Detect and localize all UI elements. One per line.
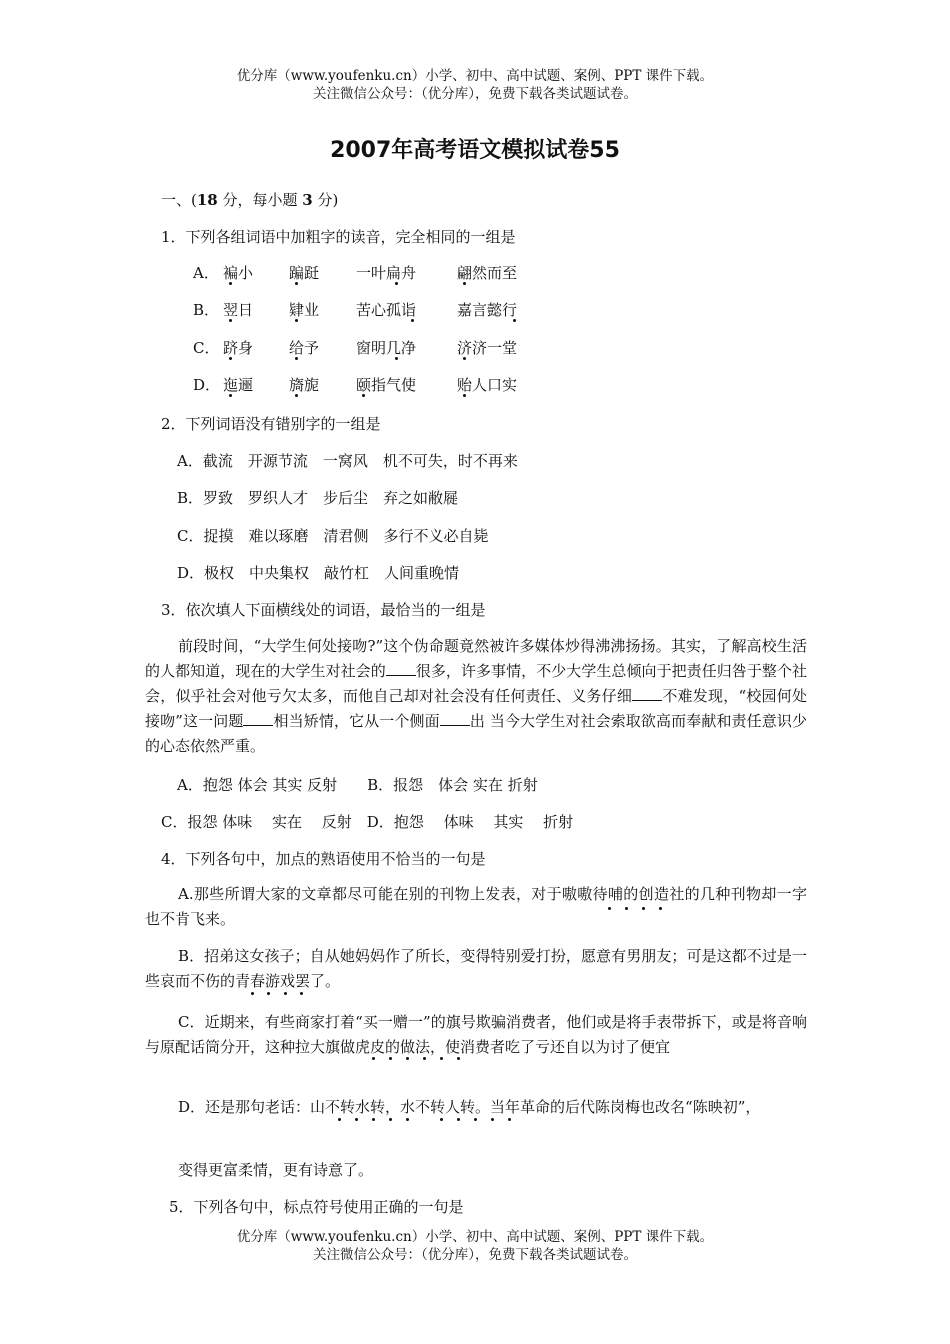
q4-stem: 4．下列各句中，加点的熟语使用不恰当的一句是 [161, 850, 486, 868]
q2-option-a: A．截流 开源节流 一窝风 机不可失，时不再来 [177, 452, 518, 470]
q4-option-d-cont: 变得更富柔情，更有诗意了。 [178, 1161, 374, 1179]
q1-word: 给予 [289, 339, 320, 357]
q1-word: 一叶扁舟 [356, 264, 417, 282]
q5-stem: 5．下列各句中，标点符号使用正确的一句是 [169, 1198, 464, 1216]
q4-option-c: C．近期来，有些商家打着“买一赠一”的旗号欺骗消费者，他们或是将手表带拆下，或是将音响与原配话筒分开，这种拉大旗做虎皮的做法，使消费者吃了亏还自以为讨了便宜 [145, 1013, 807, 1056]
q1-word: 翌日 [223, 301, 254, 319]
q1-word: 肄业 [289, 301, 320, 319]
q1-word: 翩然而至 [457, 264, 518, 282]
header-line-1: 优分库（www.youfenku.cn）小学、初中、高中试题、案例、PPT 课件下载。 [236, 68, 714, 84]
q4-option-d: D．还是那句老话：山不转水转，水不转人转。当年革命的后代陈岗梅也改名“陈映初”， [178, 1098, 761, 1116]
q2-option-d: D．极权 中央集权 敲竹杠 人间重晚情 [177, 564, 460, 582]
header-line-2: 关注微信公众号：（优分库），免费下载各类试题试卷。 [313, 86, 637, 102]
q1-word: 旖旎 [289, 376, 320, 394]
fill-blank [386, 661, 416, 676]
q2-option-c: C．捉摸 难以琢磨 清君侧 多行不义必自毙 [177, 527, 489, 545]
q1-word: 窗明几净 [356, 339, 417, 357]
q1-stem: 1．下列各组词语中加粗字的读音，完全相同的一组是 [161, 228, 516, 246]
q1-word: 蹁跹 [289, 264, 320, 282]
fill-blank [632, 686, 662, 701]
q3-passage: 前段时间，“大学生何处接吻?”这个伪命题竟然被许多媒体炒得沸沸扬扬。其实，了解高校生活的人都知道，现在的大学生对社会的 很多，许多事情，不少大学生总倾向于把责任归咎于整个社会，似乎社会对他亏欠太多，而他自己却对社会没有任何责任、义务仔细 不难发现，“校园何处接吻”这一问题 相当矫情，它从一个侧面 出 当今大学生对社会索取欲高而奉献和责任意识少的心态依然严重。 [145, 637, 807, 755]
q1-word: 跻身 [223, 339, 254, 357]
fill-blank [243, 711, 273, 726]
q1-word: 嘉言懿行 [457, 301, 518, 319]
q1-word: 苦心孤诣 [356, 301, 417, 319]
q3-options-row-1: A．抱怨 体会 其实 反射 B．报怨 体会 实在 折射 [177, 776, 538, 794]
footer-line-1: 优分库（www.youfenku.cn）小学、初中、高中试题、案例、PPT 课件下载。 [236, 1229, 714, 1245]
q3-stem: 3．依次填人下面横线处的词语，最恰当的一组是 [161, 601, 486, 619]
q1-word: 颐指气使 [356, 376, 417, 394]
q2-option-b: B．罗致 罗织人才 步后尘 弃之如敝屣 [177, 489, 459, 507]
q4-option-a: A.那些所谓大家的文章都尽可能在别的刊物上发表，对于嗷嗷待哺的创造社的几种刊物却一字也不肯飞来。 [145, 885, 807, 928]
q4-option-b: B．招弟这女孩子；自从她妈妈作了所长，变得特别爱打扮，愿意有男朋友；可是这都不过是一些哀而不伤的青春游戏罢了。 [145, 947, 807, 990]
q1-word: 褊小 [223, 264, 254, 282]
fill-blank [440, 711, 470, 726]
q1-word: 贻人口实 [457, 376, 518, 394]
q1-word: 迤逦 [223, 376, 254, 394]
q3-options-row-2: C．报怨 体味 实在 反射 D．抱怨 体味 其实 折射 [161, 813, 574, 831]
page-title: 2007年高考语文模拟试卷55 [330, 138, 620, 163]
q1-word: 济济一堂 [457, 339, 518, 357]
footer-line-2: 关注微信公众号：（优分库），免费下载各类试题试卷。 [313, 1247, 637, 1263]
section-heading: 一、(18 分，每小题 3 分) [161, 191, 339, 209]
q2-stem: 2．下列词语没有错别字的一组是 [161, 415, 381, 433]
